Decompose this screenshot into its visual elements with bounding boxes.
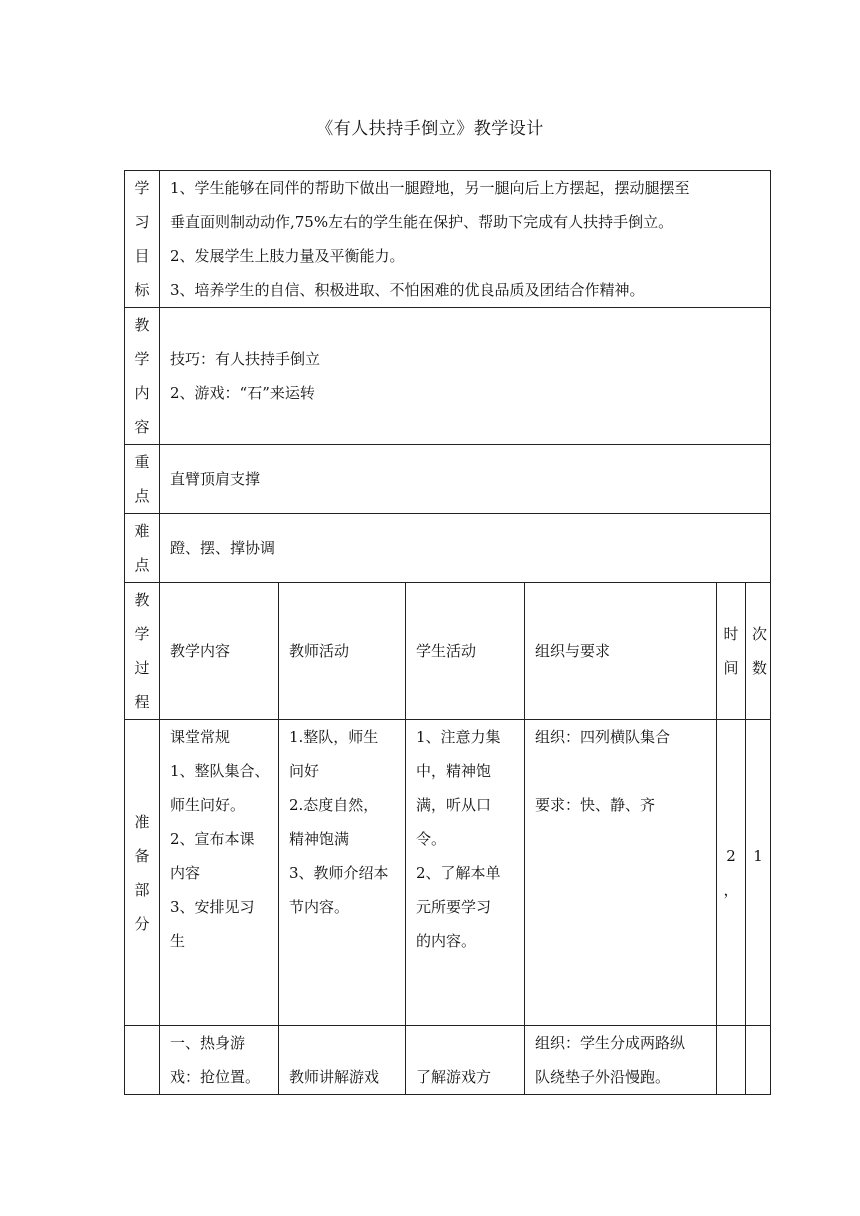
warmup-label <box>125 1026 160 1095</box>
key-point-text: 直臂顶肩支撑 <box>160 445 771 514</box>
lesson-plan-table <box>124 170 771 1095</box>
objectives-row <box>125 171 771 308</box>
document-title: 《有人扶持手倒立》教学设计 <box>316 119 544 139</box>
warmup-content: 一、热身游 戏：抢位置。 <box>160 1026 279 1095</box>
warmup-student: 了解游戏方 <box>406 1026 525 1095</box>
difficulty-label: 难 点 <box>125 514 160 583</box>
column-header-organization: 组织与要求 <box>525 583 717 720</box>
content-row <box>125 308 771 445</box>
key-point-row <box>125 445 771 514</box>
content-label: 教 学 内 容 <box>125 308 160 445</box>
objectives-label: 学 习 目 标 <box>125 171 160 308</box>
warmup-organization: 组织：学生分成两路纵 队绕垫子外沿慢跑。 <box>525 1026 717 1095</box>
prep-student: 1、注意力集 中，精神饱 满，听从口 令。 2、了解本单 元所要学习 的内容。 <box>406 720 525 1026</box>
warmup-count <box>746 1026 771 1095</box>
prep-teacher: 1.整队，师生 问好 2.态度自然， 精神饱满 3、教师介绍本 节内容。 <box>279 720 406 1026</box>
prep-label: 准 备 部 分 <box>125 720 160 1026</box>
warmup-teacher: 教师讲解游戏 <box>279 1026 406 1095</box>
process-label: 教 学 过 程 <box>125 583 160 720</box>
prep-count: 1 <box>746 720 771 1026</box>
process-header-row <box>125 583 771 720</box>
prep-content: 课堂常规 1、整队集合、 师生问好。 2、宣布本课 内容 3、安排见习 生 <box>160 720 279 1026</box>
column-header-count: 次 数 <box>746 583 771 720</box>
column-header-student: 学生活动 <box>406 583 525 720</box>
prep-organization: 组织：四列横队集合 要求：快、静、齐 <box>525 720 717 1026</box>
prep-time: 2 ， <box>717 720 746 1026</box>
column-header-content: 教学内容 <box>160 583 279 720</box>
objectives-text: 1、学生能够在同伴的帮助下做出一腿蹬地，另一腿向后上方摆起，摆动腿摆至 垂直面则制动动作,75%左右的学生能在保护、帮助下完成有人扶持手倒立。 2、发展学生上肢力量及平衡能力。 3、培养学生的自信、积极进取、不怕困难的优良品质及团结合作精神。 <box>160 171 771 308</box>
column-header-time: 时 间 <box>717 583 746 720</box>
content-text: 技巧：有人扶持手倒立 2、游戏：“石”来运转 <box>160 308 771 445</box>
difficulty-row <box>125 514 771 583</box>
warmup-time <box>717 1026 746 1095</box>
warmup-row <box>125 1026 771 1095</box>
difficulty-text: 蹬、摆、撑协调 <box>160 514 771 583</box>
prep-row <box>125 720 771 1026</box>
key-point-label: 重 点 <box>125 445 160 514</box>
column-header-teacher: 教师活动 <box>279 583 406 720</box>
